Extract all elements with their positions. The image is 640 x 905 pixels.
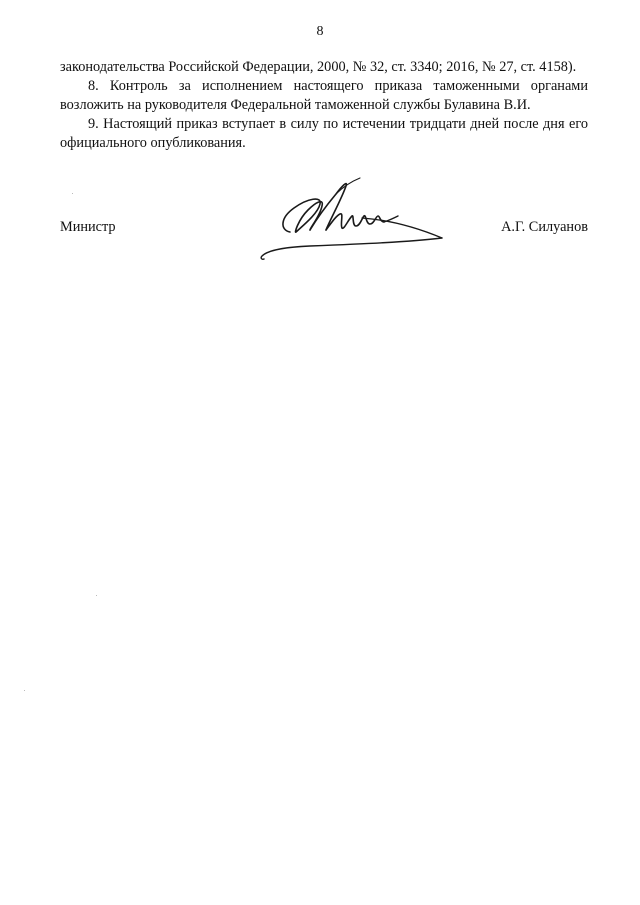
- scan-speck: [96, 595, 97, 596]
- handwritten-signature-icon: [250, 170, 460, 265]
- page-number: 8: [316, 24, 324, 39]
- scan-speck: [24, 690, 25, 691]
- signer-name: А.Г. Силуанов: [501, 219, 588, 235]
- paragraph-item-9: 9. Настоящий приказ вступает в силу по истечении тридцати дней после дня его официального опубликования.: [60, 116, 588, 151]
- paragraph-item-8: 8. Контроль за исполнением настоящего приказа таможенными органами возложить на руководителя Федеральной таможенной службы Булавина В.И.: [60, 78, 588, 113]
- paragraph-continuation: законодательства Российской Федерации, 2000, № 32, ст. 3340; 2016, № 27, ст. 4158).: [60, 59, 577, 75]
- document-body: [60, 58, 588, 153]
- scan-speck: [72, 193, 73, 194]
- signer-role: Министр: [60, 219, 116, 235]
